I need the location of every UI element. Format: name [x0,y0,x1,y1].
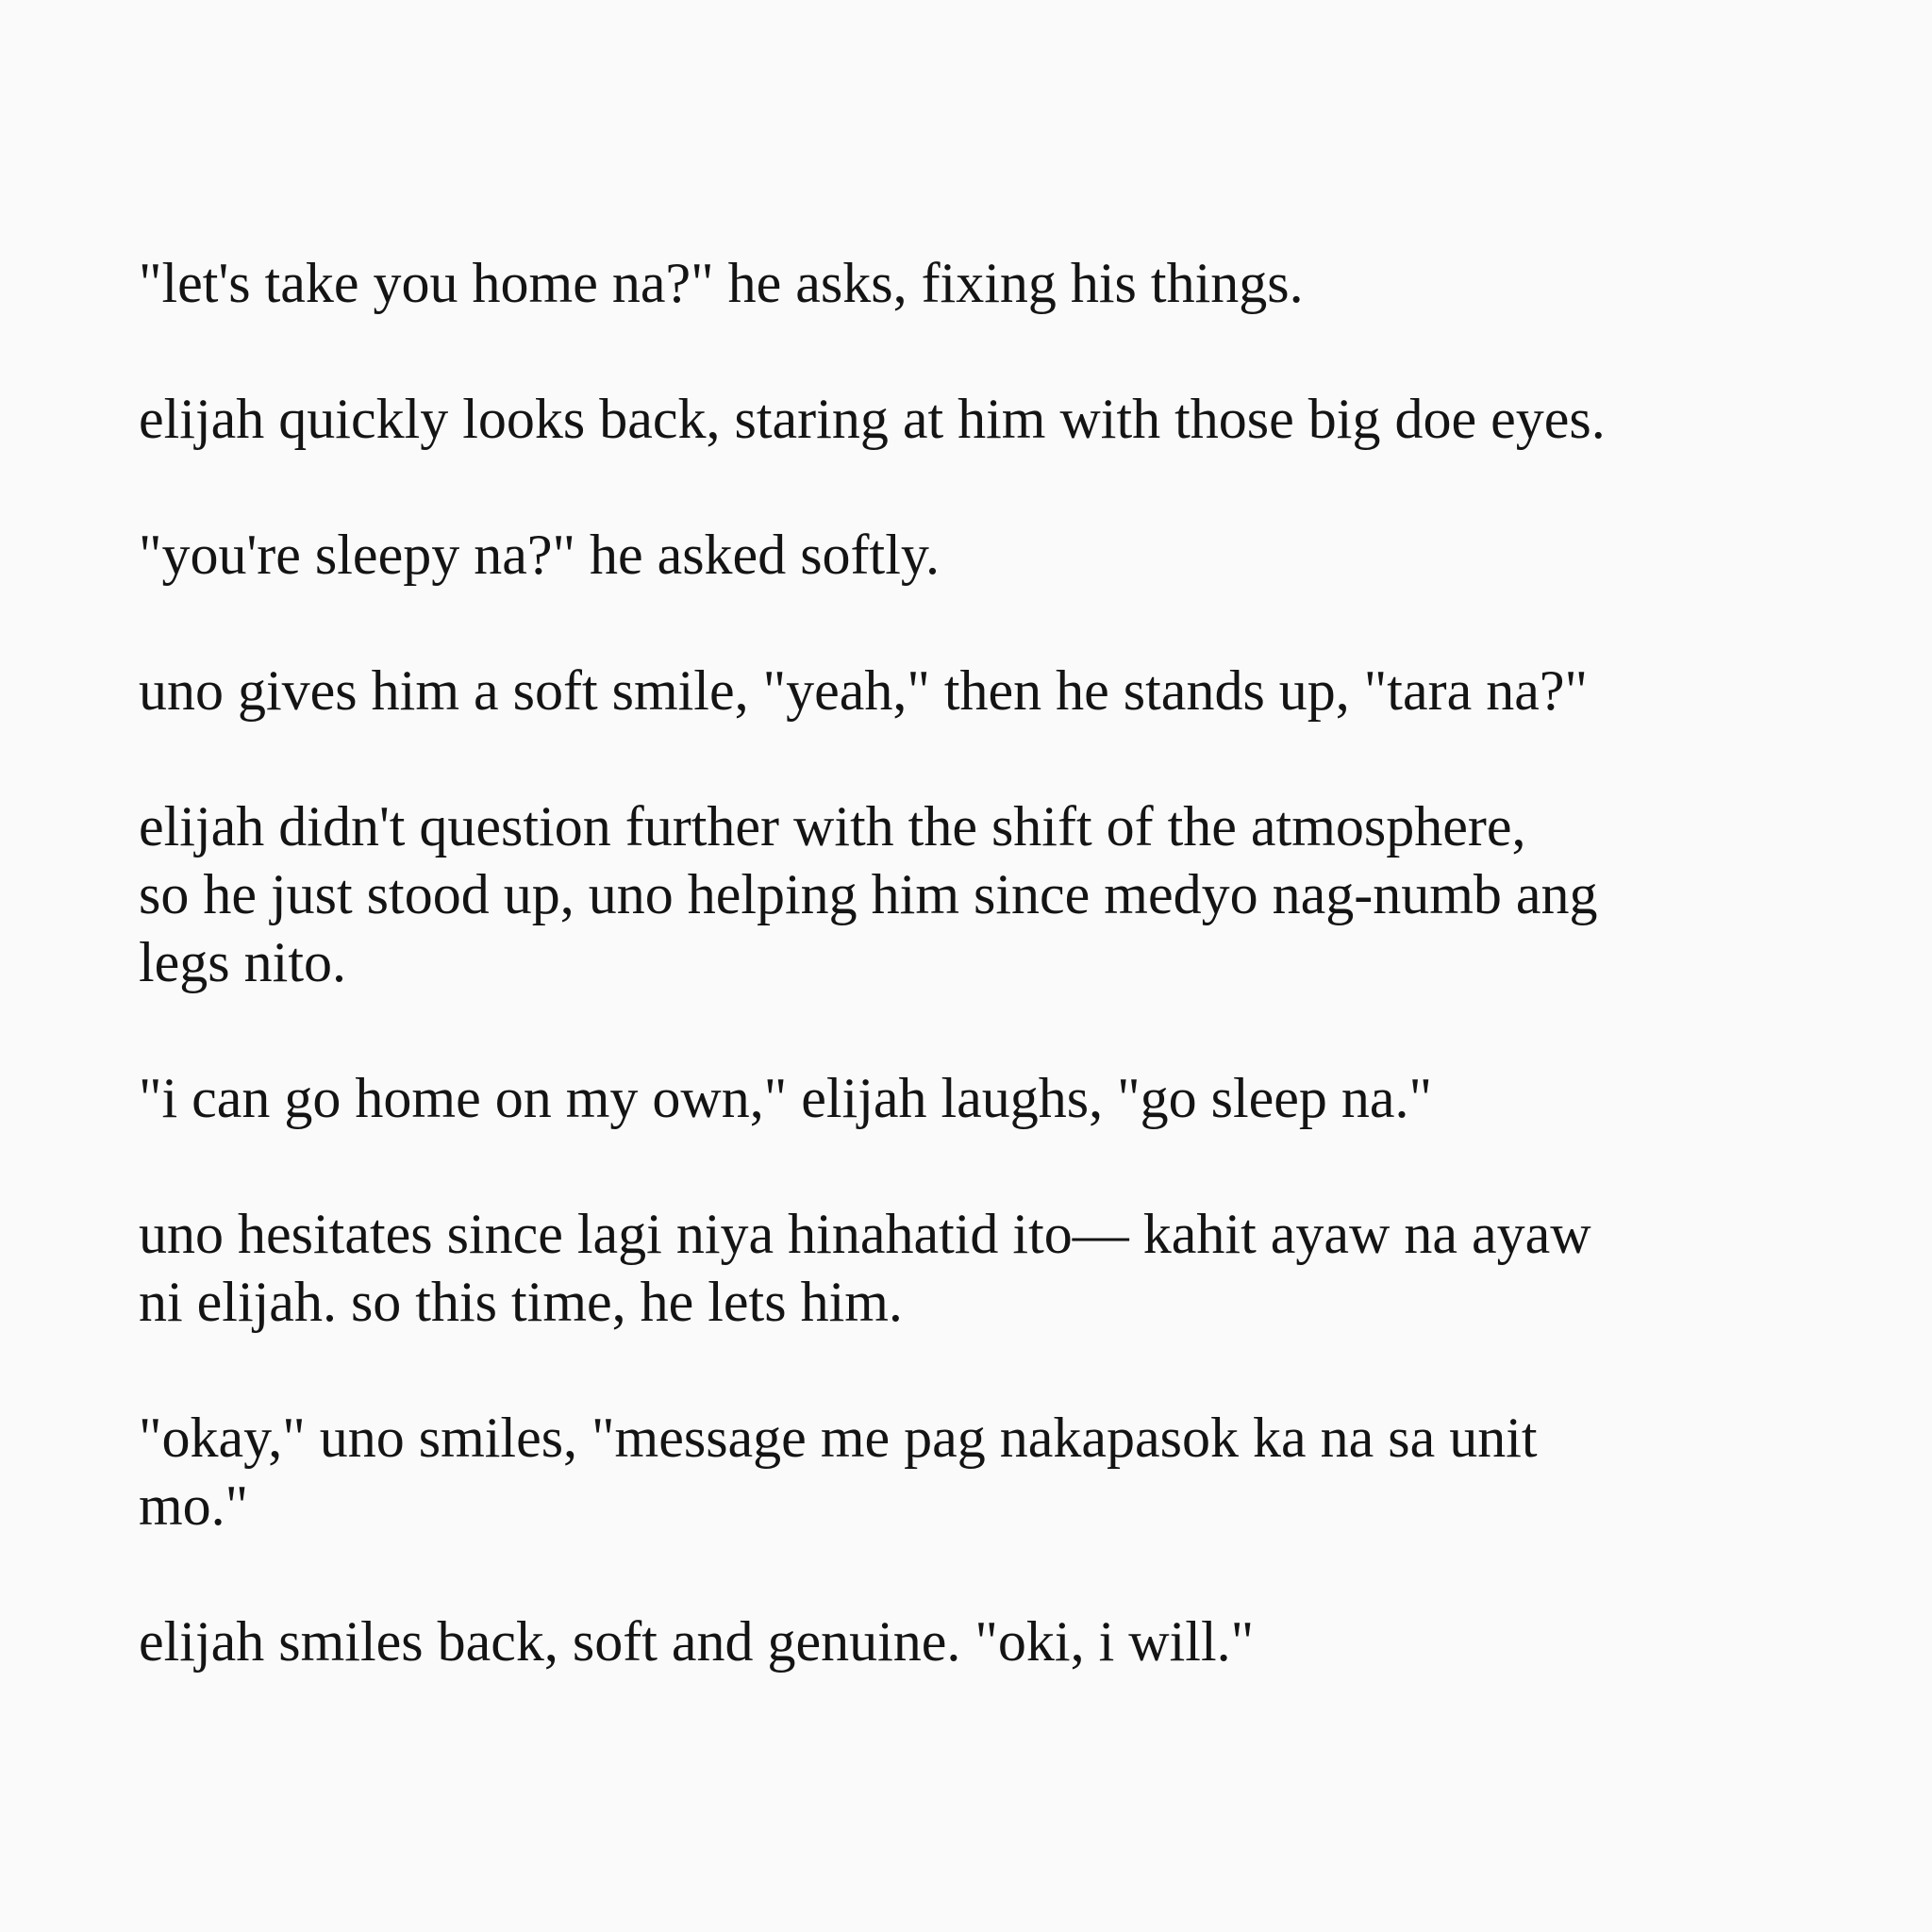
story-text [139,249,1799,1675]
paragraph-5: elijah didn't question further with the shift of the atmosphere, so he just stood up, uno helping him since medyo nag-numb ang legs nito. [139,795,1598,993]
paragraph-1: "let's take you home na?" he asks, fixing his things. [139,252,1304,314]
paragraph-8: "okay," uno smiles, "message me pag nakapasok ka na sa unit mo." [139,1407,1538,1537]
paragraph-3: "you're sleepy na?" he asked softly. [139,524,940,586]
paragraph-6: "i can go home on my own," elijah laughs, "go sleep na." [139,1067,1433,1129]
paragraph-7: uno hesitates since lagi niya hinahatid ito— kahit ayaw na ayaw ni elijah. so this time, he lets him. [139,1203,1591,1333]
paragraph-9: elijah smiles back, soft and genuine. "oki, i will." [139,1610,1255,1673]
paragraph-2: elijah quickly looks back, staring at him with those big doe eyes. [139,388,1606,450]
paragraph-4: uno gives him a soft smile, "yeah," then he stands up, "tara na?" [139,659,1588,722]
